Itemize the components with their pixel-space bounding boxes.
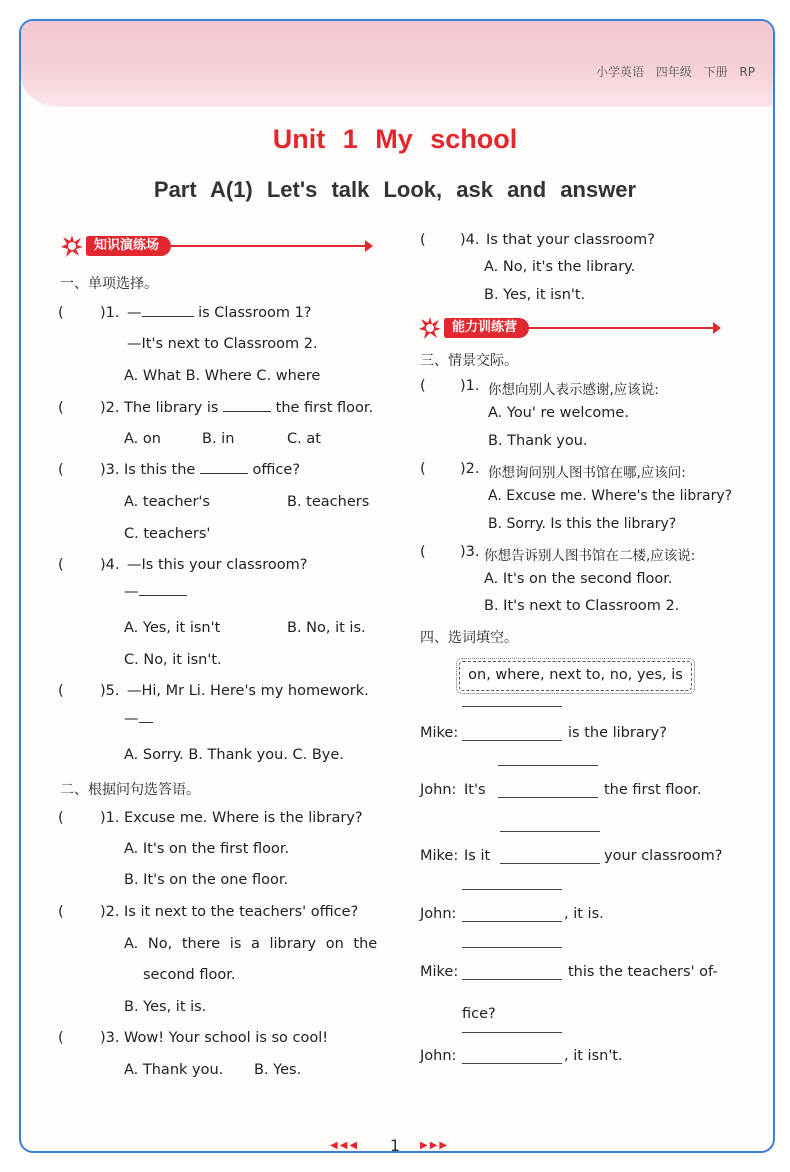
section-tag-training <box>418 317 719 339</box>
write-line[interactable] <box>462 1063 562 1064</box>
write-line[interactable] <box>462 1032 562 1033</box>
part1-heading: 一、单项选择。 <box>60 276 158 292</box>
write-line[interactable] <box>500 831 600 832</box>
series-label: 小学英语 四年级 下册 RP <box>595 65 755 79</box>
answer-blank[interactable] <box>142 316 194 317</box>
next-arrows-icon: ▶▶▶ <box>420 1140 450 1151</box>
write-line[interactable] <box>462 706 562 707</box>
part4-heading: 四、选词填空。 <box>420 630 518 646</box>
part3-heading: 三、情景交际。 <box>420 353 518 369</box>
write-line[interactable] <box>462 921 562 922</box>
section-tag-label: 能力训练营 <box>444 318 529 338</box>
q1-line2: —It's next to Classroom 2. <box>127 336 318 352</box>
answer-blank[interactable] <box>139 722 153 723</box>
q5-answer-line: — <box>124 711 153 727</box>
lesson-subtitle: Part A(1) Let's talk Look, ask and answer <box>153 177 637 202</box>
answer-blank[interactable] <box>223 411 271 412</box>
q1-stem: — is Classroom 1? <box>127 305 312 321</box>
section-rule <box>529 327 719 329</box>
q2-stem: The library is the first floor. <box>124 400 374 416</box>
part2-heading: 二、根据问句选答语。 <box>60 782 200 798</box>
unit-title: Unit 1 My school <box>272 124 518 154</box>
write-line[interactable] <box>462 740 562 741</box>
write-line[interactable] <box>498 765 598 766</box>
word-bank: on, where, next to, no, yes, is <box>459 661 692 691</box>
answer-blank[interactable] <box>139 595 187 596</box>
q1-num: )1. <box>100 305 120 321</box>
section-rule <box>171 245 371 247</box>
q4-answer-line: — <box>124 584 187 600</box>
q3-stem: Is this the office? <box>124 462 301 478</box>
page-number: 1 <box>389 1136 401 1155</box>
header-band <box>21 21 775 107</box>
q1-options: A. What B. Where C. where <box>124 368 321 384</box>
write-line[interactable] <box>498 797 598 798</box>
section-tag-label: 知识演练场 <box>86 236 171 256</box>
write-line[interactable] <box>462 889 562 890</box>
answer-blank[interactable] <box>200 473 248 474</box>
write-line[interactable] <box>462 947 562 948</box>
write-line[interactable] <box>500 863 600 864</box>
write-line[interactable] <box>462 979 562 980</box>
burst-icon <box>418 316 442 340</box>
prev-arrows-icon: ◀◀◀ <box>330 1140 360 1151</box>
burst-icon <box>60 234 84 258</box>
section-tag-practice <box>60 235 371 257</box>
